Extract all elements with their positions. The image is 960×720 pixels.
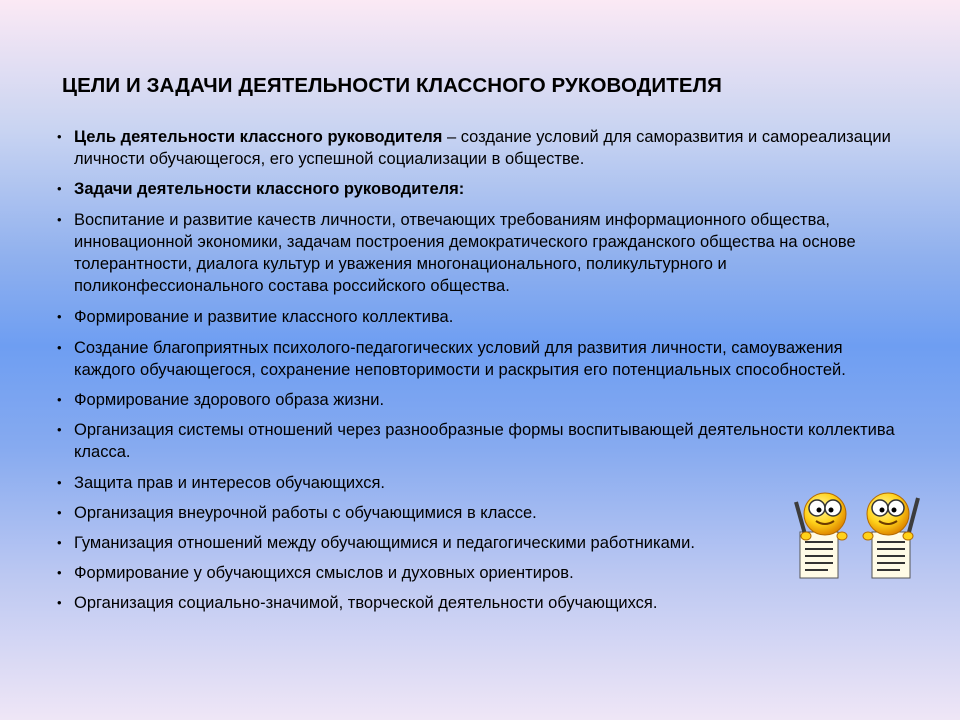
tasks-heading: Задачи деятельности классного руководителя:	[74, 180, 465, 198]
bullet: •	[57, 505, 62, 520]
smiley-left-icon	[796, 493, 847, 578]
bullet: •	[57, 181, 62, 196]
smiley-right-icon	[863, 493, 918, 578]
goal-label: Цель деятельности классного руководителя	[74, 128, 443, 146]
task-text: Организация системы отношений через разнообразные формы воспитывающей деятельности коллектива класса.	[74, 421, 895, 461]
task-item	[57, 502, 907, 524]
task-text: Формирование у обучающихся смыслов и духовных ориентиров.	[74, 564, 574, 582]
task-item	[57, 306, 907, 328]
task-item	[57, 592, 907, 614]
task-item	[57, 389, 907, 411]
task-item	[57, 472, 907, 494]
bullet: •	[57, 129, 62, 144]
bullet: •	[57, 475, 62, 490]
task-text: Организация внеурочной работы с обучающимися в классе.	[74, 504, 537, 522]
bullet: •	[57, 422, 62, 437]
bullet: •	[57, 309, 62, 324]
task-text: Формирование и развитие классного коллектива.	[74, 308, 454, 326]
task-text: Защита прав и интересов обучающихся.	[74, 474, 385, 492]
goal-item	[57, 126, 907, 170]
task-item	[57, 532, 907, 554]
bullet: •	[57, 535, 62, 550]
bullet: •	[57, 212, 62, 227]
bullet: •	[57, 595, 62, 610]
task-item	[57, 337, 907, 381]
bullet: •	[57, 392, 62, 407]
smiley-writers-illustration	[788, 488, 928, 588]
task-text: Создание благоприятных психолого-педагогических условий для развития личности, самоуважения каждого обучающегося, сохранение неповторимости и раскрытия его потенциальных способностей.	[74, 339, 846, 379]
task-text: Гуманизация отношений между обучающимися и педагогическими работниками.	[74, 534, 695, 552]
task-text: Формирование здорового образа жизни.	[74, 391, 385, 409]
bullet: •	[57, 565, 62, 580]
task-item	[57, 562, 907, 584]
content-list	[57, 126, 907, 614]
task-text: Организация социально-значимой, творческой деятельности обучающихся.	[74, 594, 658, 612]
slide-title: ЦЕЛИ И ЗАДАЧИ ДЕЯТЕЛЬНОСТИ КЛАССНОГО РУКОВОДИТЕЛЯ	[62, 74, 722, 97]
bullet: •	[57, 340, 62, 355]
task-item	[57, 209, 907, 297]
tasks-heading-item	[57, 178, 907, 200]
goal-text: – создание условий для саморазвития и самореализации личности обучающегося, его успешной социализации в обществе.	[74, 128, 891, 168]
task-item	[57, 419, 907, 463]
task-text: Воспитание и развитие качеств личности, отвечающих требованиям информационного общества, инновационной экономики, задачам построения демократического гражданского общества на основе толерантности, диалога культур и уважения многонационального, поликультурного и поликонфессионального состава российского общества.	[74, 211, 856, 295]
